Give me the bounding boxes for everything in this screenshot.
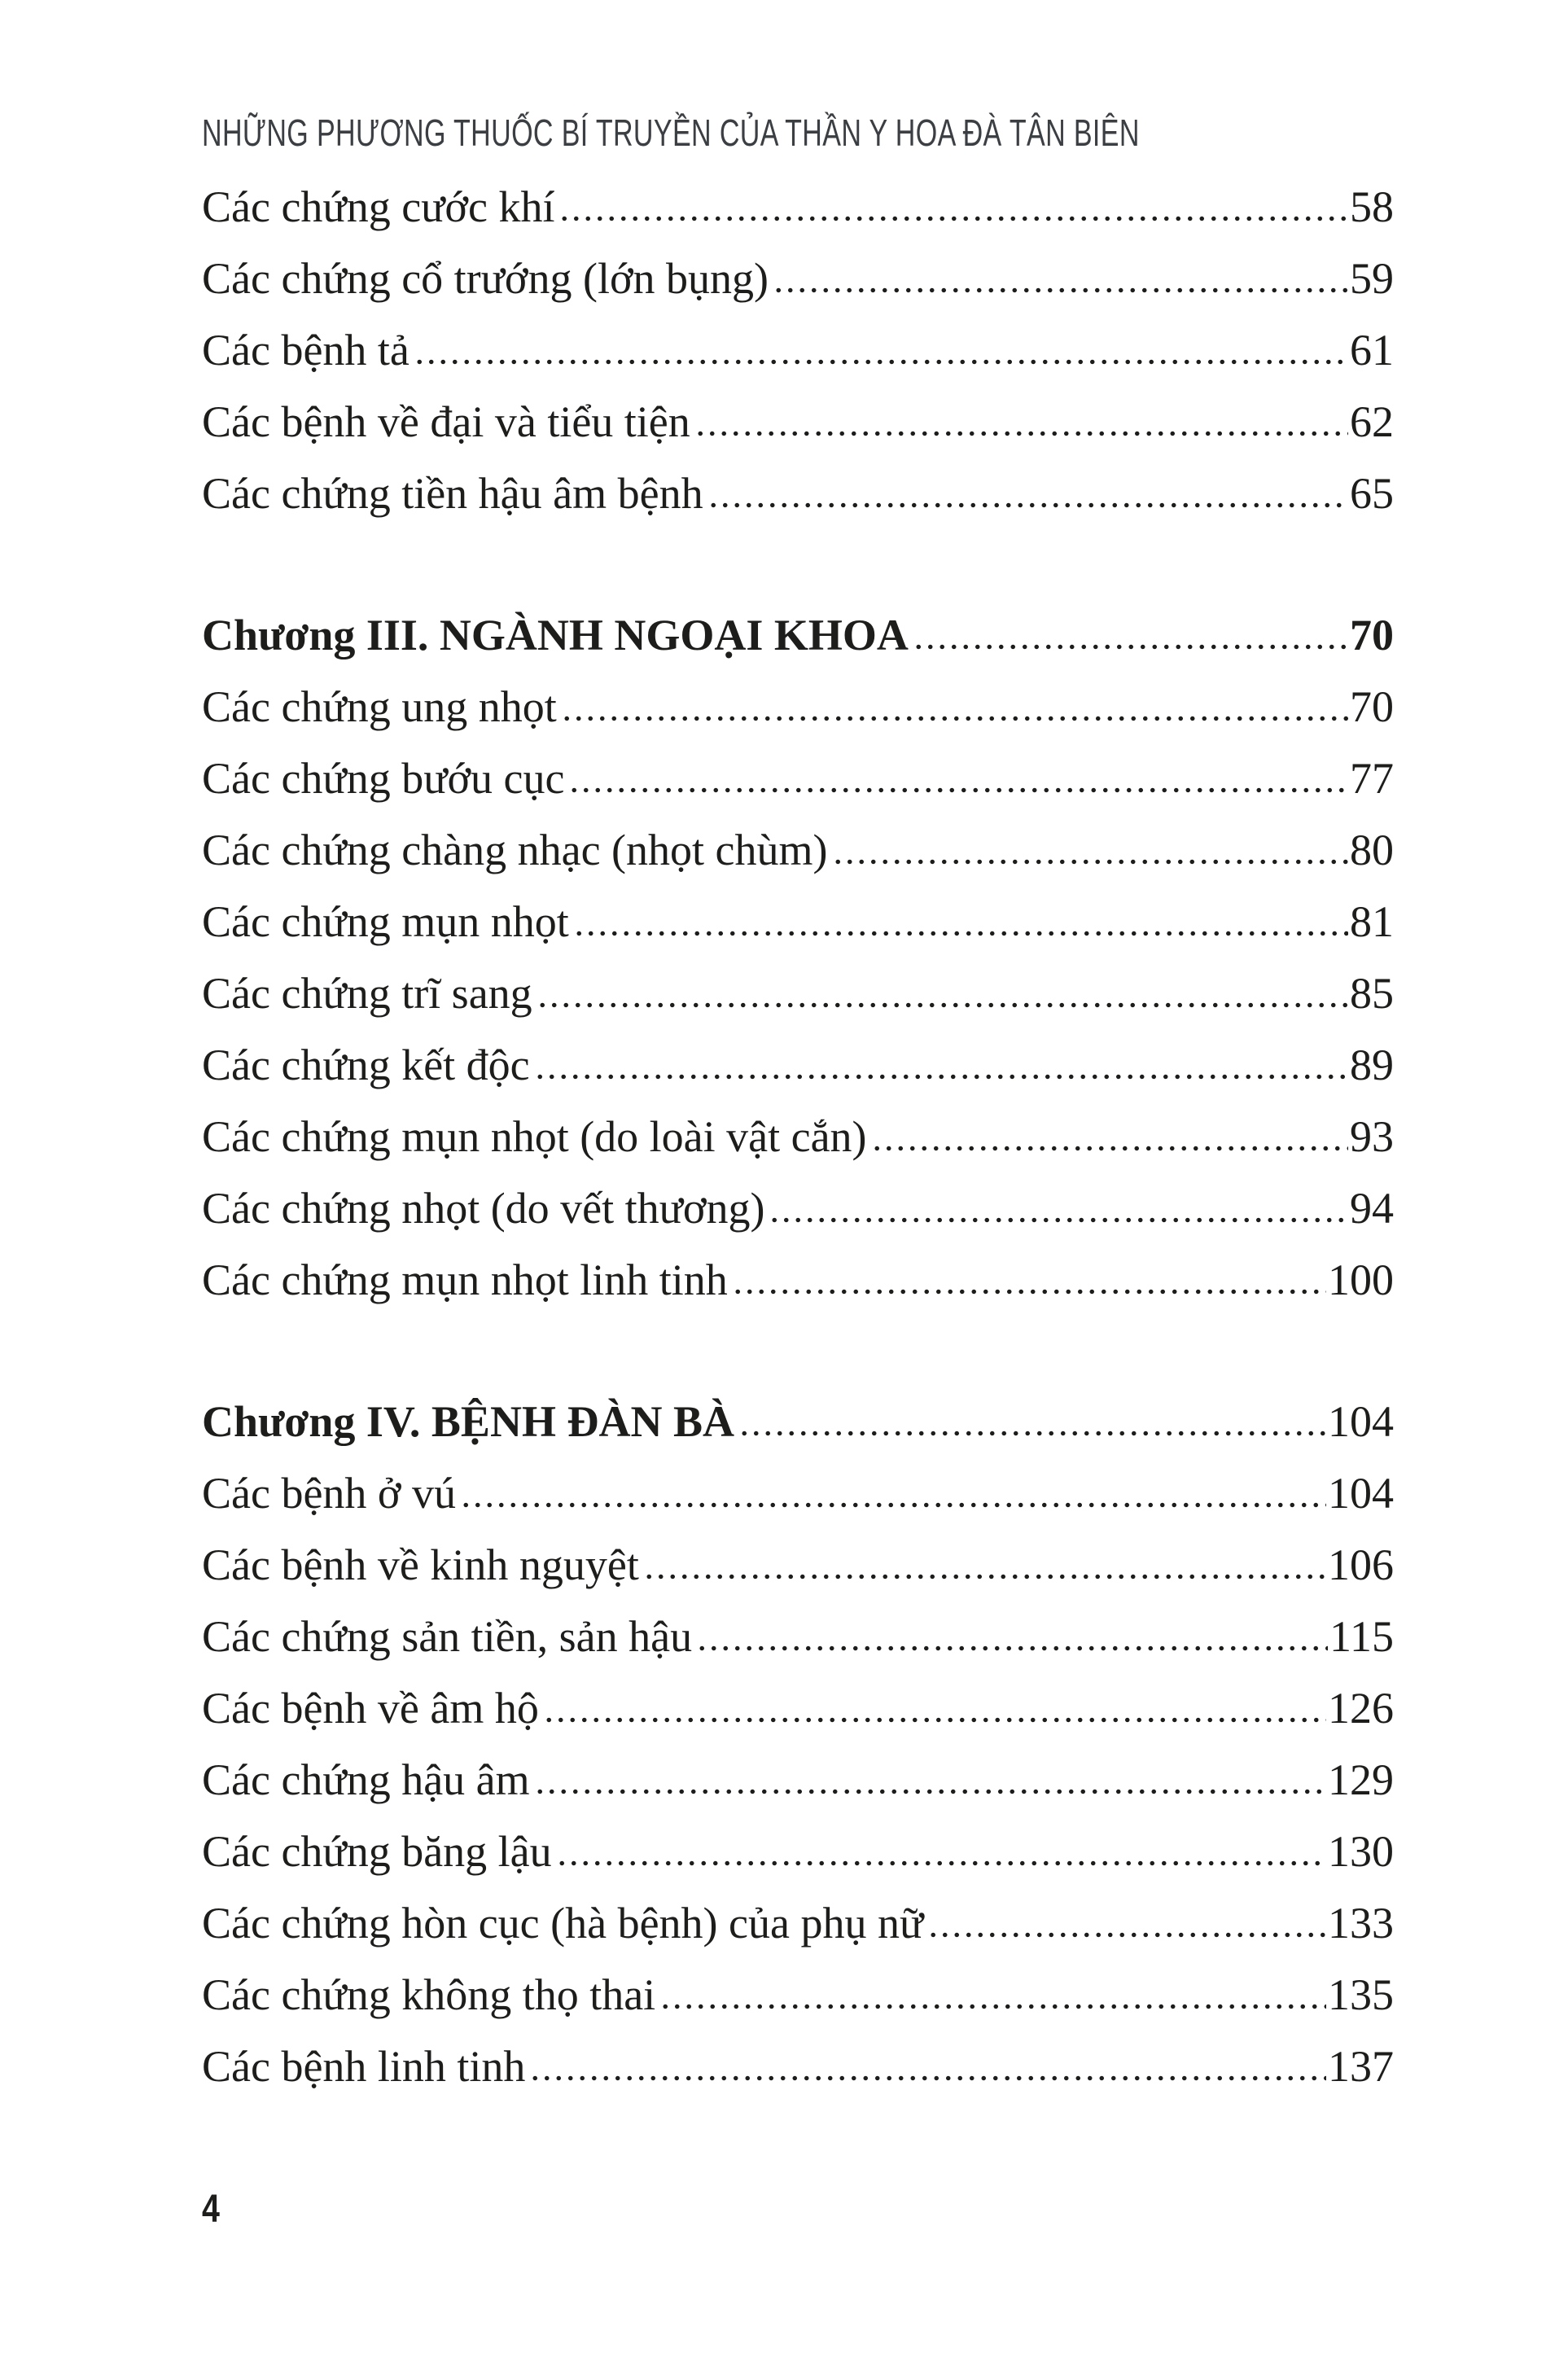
toc-entry-page: 89 (1350, 1041, 1394, 1089)
toc-entry-page: 93 (1350, 1112, 1394, 1161)
dot-leader (414, 359, 1348, 365)
dot-leader (769, 1217, 1348, 1223)
toc-entry-page: 100 (1328, 1255, 1394, 1304)
toc-entry-page: 133 (1328, 1899, 1394, 1948)
toc-chapter-page: 70 (1350, 611, 1394, 659)
dot-leader (659, 2004, 1326, 2009)
dot-leader (696, 1645, 1328, 1651)
toc-entry-row (202, 171, 1394, 243)
dot-leader (643, 1574, 1326, 1580)
toc-entry-title: Các chứng tiền hậu âm bệnh (202, 469, 703, 518)
dot-leader (871, 1146, 1348, 1151)
toc-entry-row (202, 1457, 1394, 1529)
toc-entry-page: 106 (1328, 1540, 1394, 1589)
dot-leader (556, 1860, 1326, 1866)
toc-entry-title: Các chứng bướu cục (202, 754, 565, 803)
toc-entry-page: 130 (1328, 1827, 1394, 1876)
toc-entry-title: Các bệnh về kinh nguyệt (202, 1540, 639, 1589)
dot-leader (561, 716, 1348, 721)
toc-entry-title: Các bệnh tả (202, 326, 410, 375)
running-header: NHỮNG PHƯƠNG THUỐC BÍ TRUYỀN CỦA THẦN Y HOA ĐÀ TÂN BIÊN (202, 112, 1140, 154)
toc-chapter-row (202, 599, 1394, 671)
dot-leader (832, 859, 1349, 865)
toc-entry-row (202, 1529, 1394, 1601)
toc-entry-page: 65 (1350, 469, 1394, 518)
toc-entry-page: 80 (1350, 826, 1394, 874)
toc-section (202, 1386, 1394, 2102)
toc-entry-row (202, 1172, 1394, 1244)
dot-leader (534, 1074, 1348, 1080)
toc-entry-title: Các chứng mụn nhọt linh tinh (202, 1255, 728, 1304)
dot-leader (568, 787, 1348, 793)
toc-entry-page: 104 (1328, 1469, 1394, 1518)
toc-entry-row (202, 1816, 1394, 1887)
toc-chapter-page: 104 (1328, 1397, 1394, 1446)
toc-entry-title: Các chứng cước khí (202, 182, 555, 231)
toc-entry-page: 62 (1350, 397, 1394, 446)
toc-entry-title: Các bệnh ở vú (202, 1469, 456, 1518)
toc-entry-page: 61 (1350, 326, 1394, 375)
dot-leader (529, 2075, 1326, 2081)
toc-chapter-row (202, 1386, 1394, 1457)
toc-entry-title: Các bệnh về âm hộ (202, 1684, 539, 1733)
toc-entry-row (202, 886, 1394, 957)
toc-entry-row (202, 1887, 1394, 1959)
toc-entry-row (202, 1672, 1394, 1744)
toc-entry-row (202, 743, 1394, 814)
toc-entry-page: 126 (1328, 1684, 1394, 1733)
toc-entry-title: Các bệnh linh tinh (202, 2042, 526, 2091)
toc-entry-row (202, 386, 1394, 458)
toc-entry-title: Các chứng hòn cục (hà bệnh) của phụ nữ (202, 1899, 924, 1948)
toc-entry-row (202, 957, 1394, 1029)
toc-entry-title: Các chứng trĩ sang (202, 969, 532, 1018)
toc-entry-row (202, 1959, 1394, 2031)
toc-entry-title: Các chứng chàng nhạc (nhọt chùm) (202, 826, 828, 874)
dot-leader (732, 1289, 1326, 1295)
toc-chapter-title: Chương IV. BỆNH ĐÀN BÀ (202, 1397, 734, 1446)
toc-entry-page: 85 (1350, 969, 1394, 1018)
toc-entry-title: Các chứng sản tiền, sản hậu (202, 1612, 693, 1661)
toc-section (202, 599, 1394, 1316)
toc-entry-row (202, 1101, 1394, 1172)
dot-leader (694, 431, 1348, 436)
toc-entry-title: Các chứng hậu âm (202, 1755, 530, 1804)
toc-entry-row (202, 314, 1394, 386)
dot-leader (460, 1502, 1326, 1508)
toc-entry-page: 129 (1328, 1755, 1394, 1804)
toc-entry-page: 70 (1350, 682, 1394, 731)
toc-entry-page: 58 (1350, 182, 1394, 231)
toc-entry-title: Các chứng mụn nhọt (do loài vật cắn) (202, 1112, 867, 1161)
dot-leader (773, 287, 1348, 293)
folio-page-number: 4 (202, 2188, 220, 2231)
toc-entry-title: Các chứng kết độc (202, 1041, 530, 1089)
toc-entry-page: 77 (1350, 754, 1394, 803)
toc-entry-row (202, 243, 1394, 314)
toc-entry-row (202, 814, 1394, 886)
toc-entry-title: Các chứng mụn nhọt (202, 897, 569, 946)
toc-entry-title: Các chứng ung nhọt (202, 682, 557, 731)
toc-entry-page: 94 (1350, 1184, 1394, 1233)
dot-leader (573, 931, 1348, 936)
toc-entry-row (202, 2031, 1394, 2102)
toc-entry-row (202, 1244, 1394, 1316)
toc-entry-page: 137 (1328, 2042, 1394, 2091)
dot-leader (543, 1717, 1326, 1723)
toc-entry-page: 59 (1350, 254, 1394, 303)
dot-leader (913, 644, 1348, 650)
dot-leader (534, 1789, 1326, 1794)
toc-entry-title: Các chứng băng lậu (202, 1827, 552, 1876)
dot-leader (927, 1932, 1326, 1938)
toc-entry-row (202, 1029, 1394, 1101)
toc-entry-title: Các bệnh về đại và tiểu tiện (202, 397, 690, 446)
toc-entry-page: 81 (1350, 897, 1394, 946)
toc-entry-row (202, 458, 1394, 529)
toc-entry-page: 135 (1328, 1970, 1394, 2019)
table-of-contents (202, 171, 1394, 2102)
toc-entry-row (202, 1601, 1394, 1672)
toc-entry-row (202, 671, 1394, 743)
toc-entry-title: Các chứng nhọt (do vết thương) (202, 1184, 765, 1233)
dot-leader (738, 1431, 1326, 1436)
toc-entry-page: 115 (1329, 1612, 1394, 1661)
toc-entry-row (202, 1744, 1394, 1816)
toc-chapter-title: Chương III. NGÀNH NGOẠI KHOA (202, 611, 909, 659)
toc-entry-title: Các chứng không thọ thai (202, 1970, 656, 2019)
toc-section (202, 171, 1394, 529)
dot-leader (537, 1002, 1348, 1008)
dot-leader (558, 216, 1348, 221)
toc-entry-title: Các chứng cổ trướng (lớn bụng) (202, 254, 769, 303)
dot-leader (707, 502, 1348, 508)
